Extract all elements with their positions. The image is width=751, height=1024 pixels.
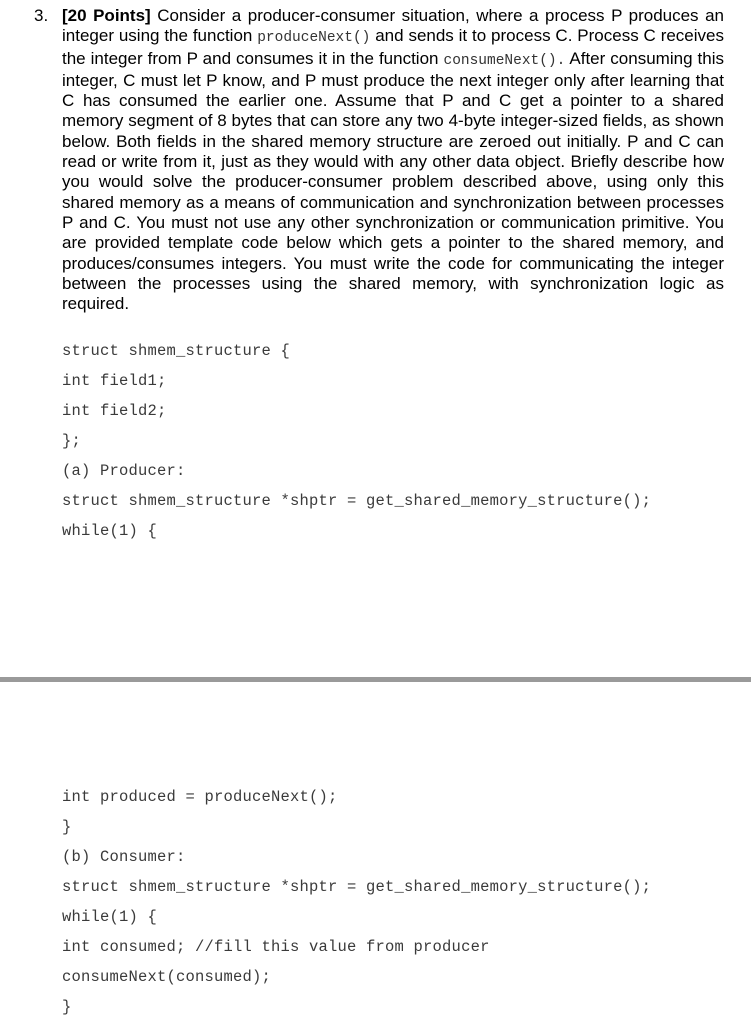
consumer-call: consumeNext(consumed); [62, 968, 272, 986]
question-text [62, 6, 724, 314]
consumer-loop: while(1) { [62, 908, 158, 926]
consumer-pointer: struct shmem_structure *shptr = get_shared_memory_structure(); [62, 878, 652, 896]
consumer-close: } [62, 998, 72, 1016]
func-consume-next: consumeNext(). [443, 52, 566, 69]
page-divider [0, 677, 751, 682]
producer-loop: while(1) { [62, 522, 158, 540]
code-struct-decl: struct shmem_structure { [62, 342, 291, 360]
code-field2: int field2; [62, 402, 167, 420]
producer-label: (a) Producer: [62, 462, 186, 480]
question-text-part-2: and sends it to process C. Process C receives the integer from P and consumes it in the function [62, 26, 724, 68]
question-text-part-3: After consuming this integer, C must let P know, and P must produce the next integer only after learning that C has consumed the earlier one. Assume that P and C get a pointer to a shared memory segment of 8 bytes that can store any two 4-byte integer-sized fields, as shown below. Both fields in the shared memory structure are zeroed out initially. P and C can read or write from it, just as they would with any other data object. Briefly describe how you would solve the producer-consumer problem described above, using only this shared memory as a means of communication and synchronization between processes P and C. You must not use any other synchronization or communication primitive. You are provided template code below which gets a pointer to the shared memory, and produces/consumes integers. You must write the code for communicating the integer between the processes using the shared memory, with synchronization logic as required. [62, 48, 724, 314]
consumer-decl: int consumed; //fill this value from producer [62, 938, 490, 956]
code-field1: int field1; [62, 372, 167, 390]
code-struct-close: }; [62, 432, 82, 450]
producer-pointer: struct shmem_structure *shptr = get_shared_memory_structure(); [62, 492, 652, 510]
func-produce-next: produceNext() [257, 30, 371, 47]
question-number: 3. [34, 6, 49, 25]
question-text-part-1: Consider a producer-consumer situation, where a process P produces an integer using the function [62, 6, 724, 46]
producer-close: } [62, 818, 72, 836]
producer-produce: int produced = produceNext(); [62, 788, 338, 806]
consumer-label: (b) Consumer: [62, 848, 186, 866]
question-points: [20 Points] [62, 6, 151, 25]
